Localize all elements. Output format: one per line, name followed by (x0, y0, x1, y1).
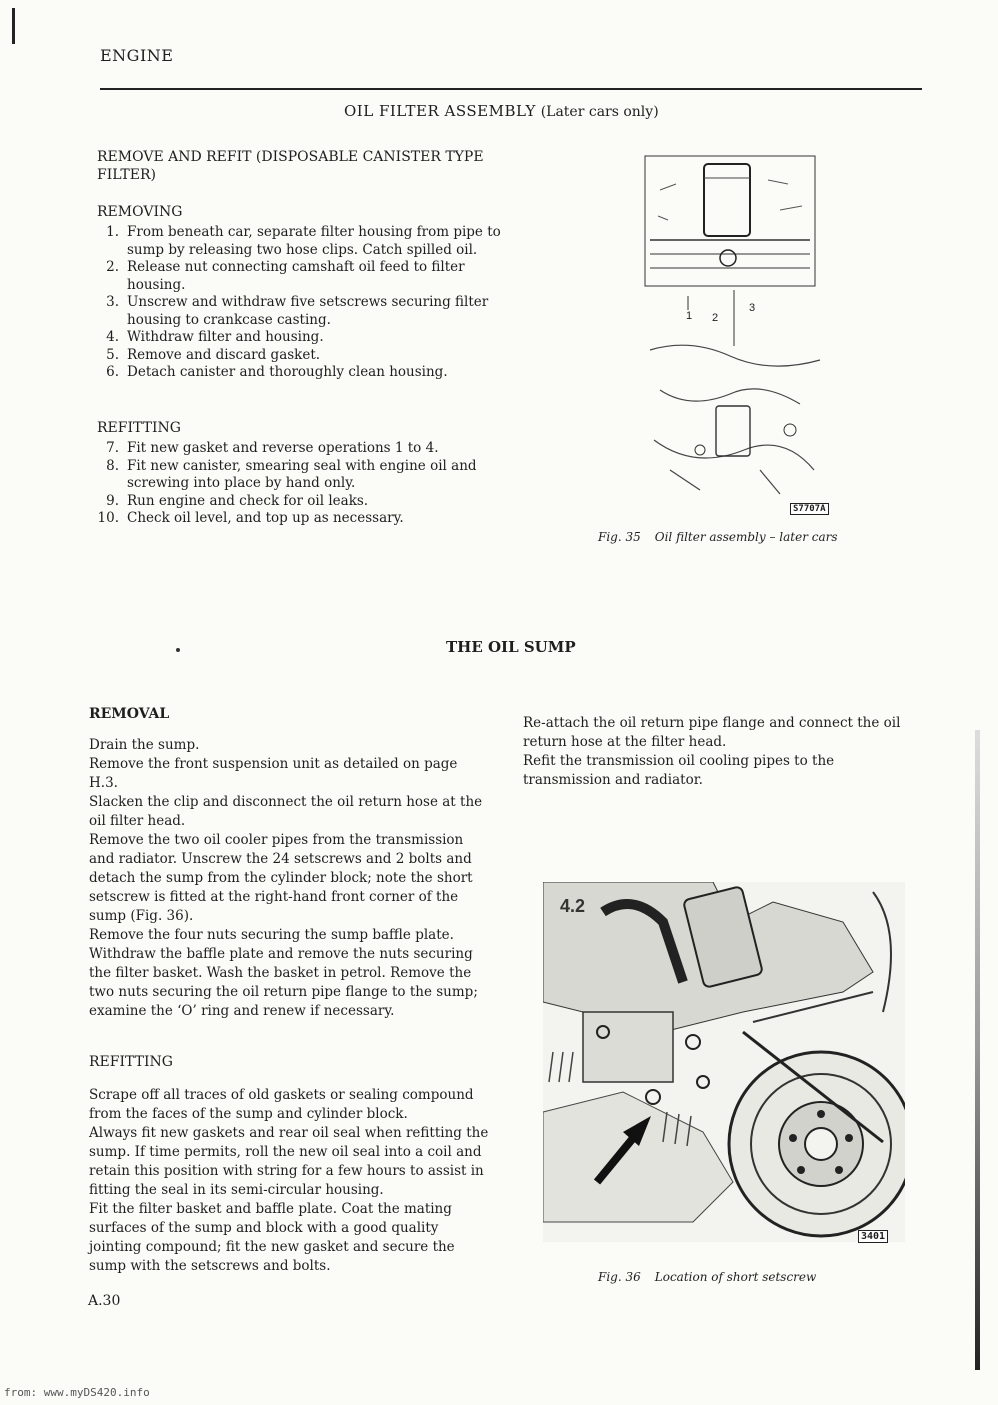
refitting-step: 10. Check oil level, and top up as necessary. (97, 510, 404, 526)
fig35-number: Fig. 35 (598, 530, 641, 544)
oil-sump-title: THE OIL SUMP (446, 638, 576, 656)
refitting-paragraph: Scrape off all traces of old gaskets or sealing compound from the faces of the sump and cylinder block. (89, 1087, 474, 1122)
removing-step: 3. Unscrew and withdraw five setscrews securing filter housing to crankcase casting. (106, 294, 489, 328)
source-footer: from: www.myDS420.info (4, 1386, 150, 1399)
oil-filter-subtitle-line2: FILTER) (97, 167, 156, 183)
refitting-step: 7. Fit new gasket and reverse operations 1 to 4. (106, 440, 439, 456)
fig36-caption-text: Location of short setscrew (654, 1270, 817, 1284)
fig36-code: 3401 (858, 1230, 888, 1243)
fig35-callout-1: 1 (686, 310, 693, 322)
refitting-steps (97, 440, 517, 528)
fig35-code: S7707A (790, 503, 829, 515)
removal-text (89, 736, 489, 1021)
fig35-drawing (640, 150, 850, 520)
refitting-step: 8. Fit new canister, smearing seal with engine oil and screwing into place by hand only. (106, 457, 477, 491)
removal-paragraph: Remove the four nuts securing the sump baffle plate. (89, 927, 454, 943)
removal-paragraph: Remove the two oil cooler pipes from the transmission and radiator. Unscrew the 24 setscrews and 2 bolts and detach the sump from the cylinder block; note the short setscrew is fitted at the right-hand front corner of the sump (Fig. 36). (89, 832, 473, 924)
right-paragraph: Re-attach the oil return pipe flange and connect the oil return hose at the filter head. (523, 715, 901, 750)
fig36-engine-mark: 4.2 (560, 896, 586, 916)
scan-edge-shadow (975, 730, 980, 1370)
removal-heading: REMOVAL (89, 706, 170, 722)
refitting-paragraph: Always fit new gaskets and rear oil seal when refitting the sump. If time permits, roll the new oil seal into a coil and retain this position with string for a few hours to assist in fitting the seal in its semi-circular housing. (89, 1125, 489, 1198)
removal-paragraph: Slacken the clip and disconnect the oil return hose at the oil filter head. (89, 794, 483, 829)
oil-filter-title (344, 102, 659, 120)
oil-filter-title-text: OIL FILTER ASSEMBLY (344, 102, 536, 120)
refitting-paragraph: Fit the filter basket and baffle plate. Coat the mating surfaces of the sump and block with a good quality jointing compound; fit the new gasket and secure the sump with the setscrews and bolts. (89, 1201, 455, 1274)
removing-step: 5. Remove and discard gasket. (106, 346, 321, 363)
removing-steps (97, 224, 517, 382)
oil-filter-subtitle-line1: REMOVE AND REFIT (DISPOSABLE CANISTER TYPE (97, 149, 484, 165)
removal-paragraph: Withdraw the baffle plate and remove the nuts securing the filter basket. Wash the basket in petrol. Remove the two nuts securing the oil return pipe flange to the sump; examine the ‘O’ ring and renew if necessary. (89, 946, 478, 1019)
removal-paragraph: Remove the front suspension unit as detailed on page H.3. (89, 756, 458, 791)
fig35-caption (598, 530, 838, 544)
fig35-illustration (640, 150, 850, 520)
fig36-drawing (543, 882, 905, 1242)
fig36-caption (598, 1270, 816, 1284)
refitting-heading-sump: REFITTING (89, 1054, 173, 1070)
fig36-number: Fig. 36 (598, 1270, 641, 1284)
removing-heading: REMOVING (97, 204, 183, 220)
removing-step: 6. Detach canister and thoroughly clean housing. (106, 364, 448, 380)
oil-filter-title-note: (Later cars only) (540, 104, 659, 120)
right-paragraph: Refit the transmission oil cooling pipes to the transmission and radiator. (523, 753, 835, 788)
section-label: ENGINE (100, 46, 174, 65)
refitting-step: 9. Run engine and check for oil leaks. (106, 492, 369, 509)
oil-filter-subtitle (97, 148, 517, 184)
refitting-heading-filter: REFITTING (97, 420, 181, 436)
fig35-callout-2: 2 (712, 312, 719, 324)
removal-paragraph: Drain the sump. (89, 737, 200, 753)
removing-step: 1. From beneath car, separate filter housing from pipe to sump by releasing two hose clips. Catch spilled oil. (106, 224, 501, 258)
right-column-text (523, 714, 923, 790)
removing-step: 2. Release nut connecting camshaft oil feed to filter housing. (106, 259, 465, 293)
scan-edge-mark (12, 8, 15, 44)
refitting-text (89, 1086, 489, 1276)
removing-step: 4. Withdraw filter and housing. (106, 329, 324, 345)
stray-dot (176, 648, 180, 652)
header-rule (100, 88, 922, 90)
fig35-callout-3: 3 (749, 302, 756, 314)
page-number: A.30 (88, 1293, 121, 1309)
fig36-illustration (543, 882, 905, 1242)
fig35-caption-text: Oil filter assembly – later cars (654, 530, 838, 544)
